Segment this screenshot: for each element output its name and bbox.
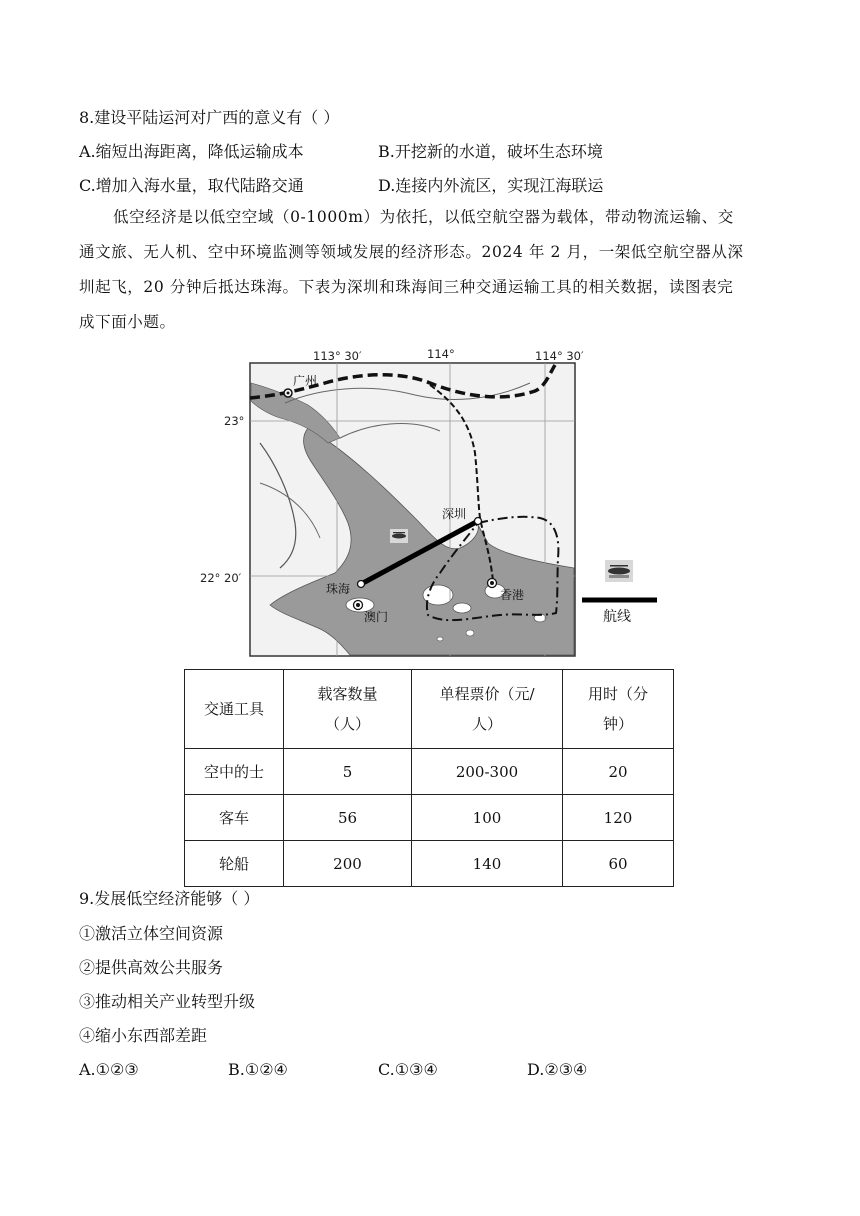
transport-table (184, 669, 674, 887)
passage-line-3: 圳起飞，20 分钟后抵达珠海。下表为深圳和珠海间三种交通运输工具的相关数据，读图表完 (79, 278, 734, 296)
header-cell-vehicle: 交通工具 (185, 670, 284, 749)
map-legend (582, 560, 657, 625)
table-cell: 5 (284, 749, 412, 795)
q9-stem: 9.发展低空经济能够（ ） (79, 889, 260, 908)
table-cell: 轮船 (185, 841, 284, 887)
hongkong-label: 香港 (500, 588, 525, 602)
guangzhou-label: 广州 (293, 374, 318, 388)
q9-item-1: ①激活立体空间资源 (79, 924, 224, 943)
q9-option-c: C.①③④ (378, 1060, 438, 1079)
table-cell: 200-300 (412, 749, 563, 795)
q9-item-4: ④缩小东西部差距 (79, 1026, 208, 1045)
passage-line-1: 低空经济是以低空空域（0-1000m）为依托，以低空航空器为载体，带动物流运输、交 (113, 208, 734, 226)
map-frame (250, 363, 575, 656)
pearl-river-delta-map (200, 343, 660, 658)
legend-aircraft-icon (605, 560, 633, 582)
lat-label-23: 23° (224, 414, 245, 428)
q8-option-b: B.开挖新的水道，破坏生态环境 (378, 142, 603, 161)
q9-option-b: B.①②④ (228, 1060, 288, 1079)
lon-label-114-30: 114° 30′ (535, 349, 584, 363)
table-cell: 100 (412, 795, 563, 841)
table-cell: 空中的士 (185, 749, 284, 795)
lon-label-114: 114° (427, 347, 455, 361)
shenzhen-label: 深圳 (442, 507, 467, 521)
table-cell: 200 (284, 841, 412, 887)
header-cell-capacity: 载客数量 （人） (284, 670, 412, 749)
q9-item-3: ③推动相关产业转型升级 (79, 992, 256, 1011)
table-cell: 客车 (185, 795, 284, 841)
lon-label-113-30: 113° 30′ (313, 349, 362, 363)
header-cell-price: 单程票价（元/ 人） (412, 670, 563, 749)
q8-option-a: A.缩短出海距离，降低运输成本 (79, 142, 304, 161)
table-cell: 56 (284, 795, 412, 841)
table-cell: 140 (412, 841, 563, 887)
table-cell: 60 (563, 841, 674, 887)
table-row (185, 795, 674, 841)
table-row (185, 749, 674, 795)
q9-option-a: A.①②③ (79, 1060, 139, 1079)
q8-option-c: C.增加入海水量，取代陆路交通 (79, 176, 304, 195)
table-header-row (185, 670, 674, 749)
q8-option-d: D.连接内外流区，实现江海联运 (378, 176, 604, 195)
macau-label: 澳门 (364, 610, 389, 624)
passage-line-4: 成下面小题。 (79, 313, 176, 331)
passage-line-2: 通文旅、无人机、空中环境监测等领域发展的经济形态。2024 年 2 月，一架低空航空器从深 (79, 243, 744, 261)
legend-route-label: 航线 (603, 609, 631, 625)
q8-stem: 8.建设平陆运河对广西的意义有（ ） (79, 108, 340, 127)
table-cell: 120 (563, 795, 674, 841)
passage (79, 200, 779, 340)
lat-label-22-20: 22° 20′ (200, 571, 242, 585)
q9-item-2: ②提供高效公共服务 (79, 958, 224, 977)
table-cell: 20 (563, 749, 674, 795)
header-cell-time: 用时（分 钟） (563, 670, 674, 749)
zhuhai-label: 珠海 (326, 582, 351, 596)
aircraft-icon (390, 529, 408, 543)
table-row (185, 841, 674, 887)
q9-option-d: D.②③④ (527, 1060, 588, 1079)
